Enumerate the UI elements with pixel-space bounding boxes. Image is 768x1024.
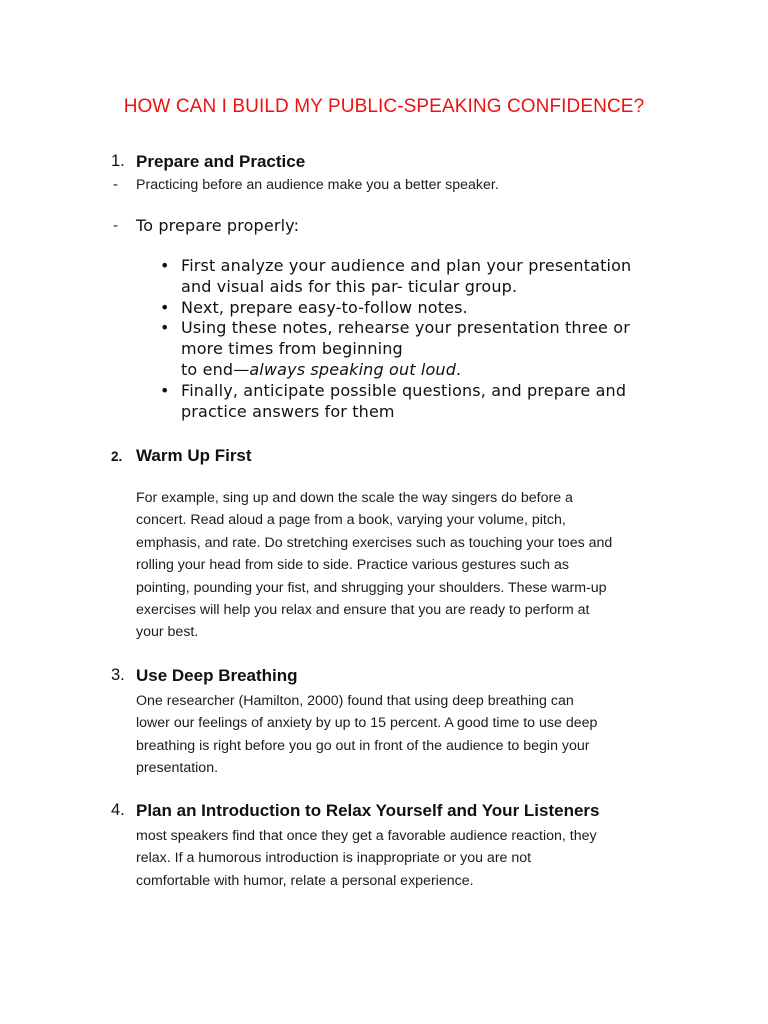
bullet-item-3-end-prefix: to end— — [181, 359, 250, 379]
section-2-body-line: pointing, pounding your fist, and shrugging your shoulders. These warm-up — [136, 579, 607, 596]
section-3-heading: Use Deep Breathing — [136, 666, 298, 685]
section-2-body-line: your best. — [136, 624, 199, 641]
section-4-body-line: relax. If a humorous introduction is inappropriate or you are not — [136, 850, 532, 867]
dash-marker: - — [113, 176, 118, 193]
bullet-item-4-line-2: practice answers for them — [181, 401, 395, 421]
section-4-body — [136, 825, 597, 892]
bullet-item-3-line-3 — [181, 360, 631, 381]
section-2-body-line: concert. Read aloud a page from a book, varying your volume, pitch, — [136, 512, 566, 529]
section-3-number: 3. — [111, 666, 125, 684]
section-2-number: 2. — [111, 449, 123, 464]
bullet-icon: • — [160, 256, 170, 275]
bullet-item-3-line-1: Using these notes, rehearse your presentation three or — [181, 318, 630, 338]
section-1-heading: Prepare and Practice — [136, 152, 306, 171]
page-title: HOW CAN I BUILD MY PUBLIC-SPEAKING CONFIDENCE? — [123, 96, 645, 117]
section-4-number: 4. — [111, 801, 125, 819]
section-3-body-line: breathing is right before you go out in front of the audience to begin your — [136, 737, 590, 754]
section-2-heading: Warm Up First — [136, 446, 252, 465]
section-2-body-line: exercises will help you relax and ensure that you are ready to perform at — [136, 602, 590, 619]
bullet-item-1 — [160, 256, 632, 298]
section-2-body-line: rolling your head from side to side. Practice various gestures such as — [136, 557, 569, 574]
bullet-item-3-line-2: more times from beginning — [181, 339, 403, 359]
bullet-item-3-end-italic: always speaking out loud — [249, 359, 457, 379]
section-2-body-line: emphasis, and rate. Do stretching exercises such as touching your toes and — [136, 534, 613, 551]
section-2-body-line: For example, sing up and down the scale the way singers do before a — [136, 490, 573, 506]
section-3-body — [136, 690, 597, 780]
bullet-item-1-line-1: First analyze your audience and plan your presentation — [181, 256, 632, 275]
bullet-item-2-line-1: Next, prepare easy-to-follow notes. — [181, 297, 468, 317]
section-3-body-line: presentation. — [136, 760, 219, 777]
section-1-dash-item-1: Practicing before an audience make you a better speaker. — [136, 177, 499, 193]
bullet-item-3-end-suffix: . — [456, 359, 462, 379]
section-4-heading: Plan an Introduction to Relax Yourself and Your Listeners — [136, 801, 600, 820]
section-2-body — [136, 487, 612, 644]
section-3-body-line: lower our feelings of anxiety by up to 15 percent. A good time to use deep — [136, 715, 598, 732]
section-3-body-line: One researcher (Hamilton, 2000) found that using deep breathing can — [136, 693, 574, 709]
bullet-item-3 — [160, 318, 631, 380]
section-1-number: 1. — [111, 152, 125, 170]
section-1-dash-item-2: To prepare properly: — [136, 216, 300, 235]
bullet-item-1-line-2: and visual aids for this par- ticular group. — [181, 276, 518, 296]
bullet-item-2 — [160, 297, 631, 319]
dash-marker: - — [113, 217, 118, 234]
bullet-icon: • — [160, 297, 170, 317]
bullet-list — [160, 256, 632, 422]
section-4-body-line: comfortable with humor, relate a personal experience. — [136, 872, 474, 889]
bullet-icon: • — [160, 380, 170, 400]
bullet-item-4 — [160, 380, 631, 423]
bullet-icon: • — [160, 318, 170, 338]
bullet-item-4-line-1: Finally, anticipate possible questions, and prepare and — [181, 380, 627, 400]
section-4-body-line: most speakers find that once they get a favorable audience reaction, they — [136, 828, 597, 844]
